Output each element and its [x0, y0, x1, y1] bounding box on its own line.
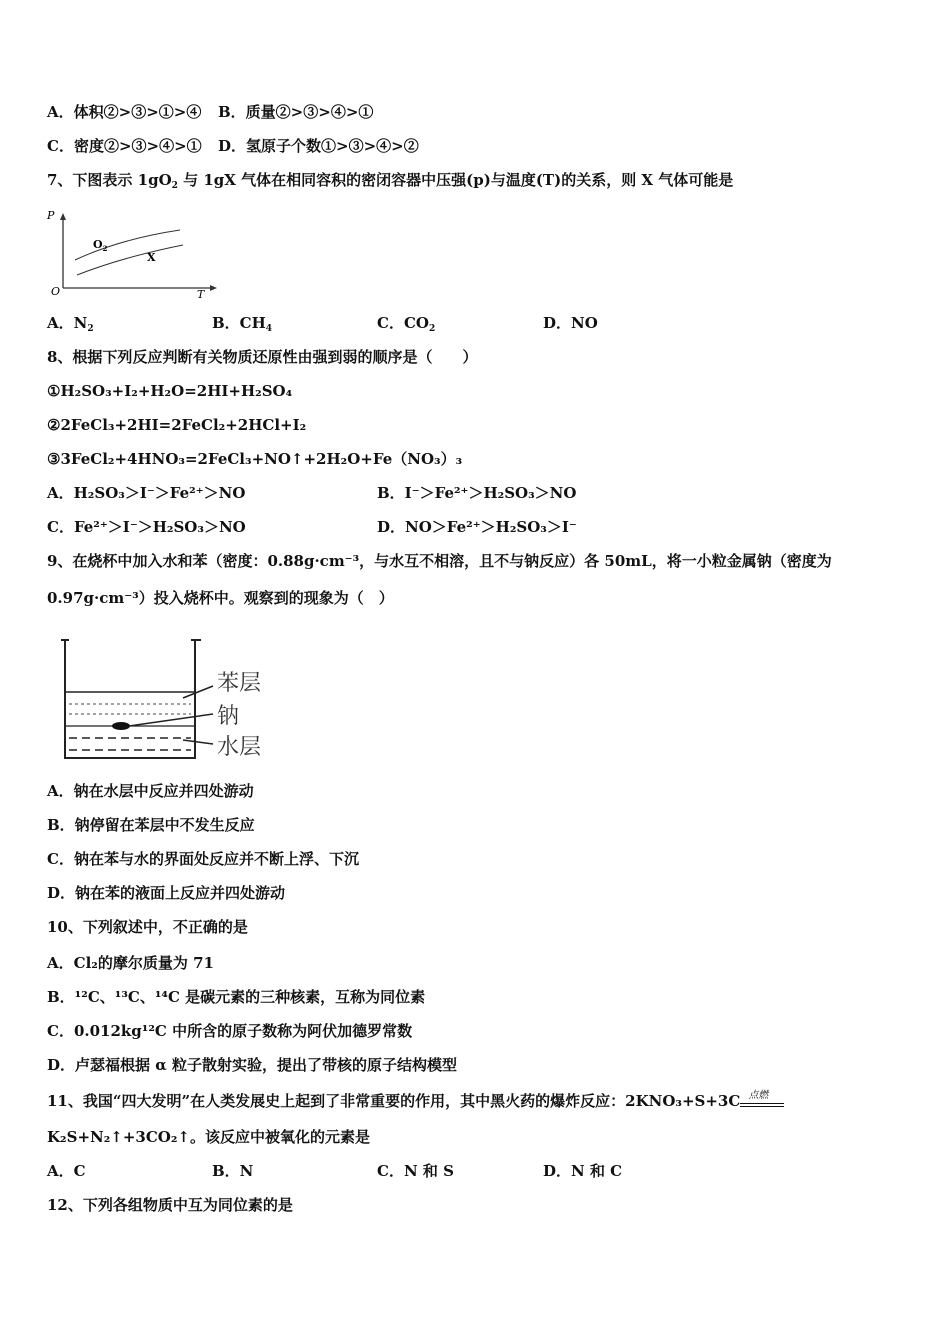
q9-option-b: B．钠停留在苯层中不发生反应 — [47, 816, 255, 834]
q9-stem-line-1: 9、在烧杯中加入水和苯（密度：0.88g·cm⁻³，与水互不相溶，且不与钠反应）各 50mL，将一小粒金属钠（密度为 — [47, 552, 832, 570]
x-axis-label: T — [197, 288, 205, 300]
q6-option-d: D．氢原子个数①>③>④>② — [218, 137, 419, 155]
benzene-layer-label: 苯层 — [217, 671, 262, 696]
t-axis-arrow — [210, 285, 217, 291]
o2-curve — [75, 230, 180, 260]
q8-equation-2: ②2FeCl₃+2HI=2FeCl₂+2HCl+I₂ — [47, 416, 307, 434]
beaker — [65, 640, 195, 758]
q10-option-a: A．Cl₂的摩尔质量为 71 — [47, 954, 214, 972]
q10-option-d: D．卢瑟福根据 α 粒子散射实验，提出了带核的原子结构模型 — [47, 1056, 457, 1074]
ignition-condition: 点燃 — [748, 1090, 769, 1101]
q8-stem: 8、根据下列反应判断有关物质还原性由强到弱的顺序是（ ） — [47, 348, 478, 366]
reaction-condition-arrow — [740, 1091, 784, 1111]
y-axis-label: P — [47, 209, 55, 222]
q9-option-c: C．钠在苯与水的界面处反应并不断上浮、下沉 — [47, 850, 359, 868]
q11-option-a: A．C — [47, 1162, 86, 1180]
q8-option-c: C．Fe²⁺＞I⁻＞H₂SO₃＞NO — [47, 518, 246, 536]
q10-option-c: C．0.012kg¹²C 中所含的原子数称为阿伏加德罗常数 — [47, 1022, 413, 1040]
q8-equation-1: ①H₂SO₃+I₂+H₂O=2HI+H₂SO₄ — [47, 382, 293, 400]
q7-option-a: A．$N_2$ — [47, 314, 94, 334]
x-curve-label: X — [147, 251, 156, 264]
o2-curve-label: $O_2$ — [93, 238, 108, 253]
p-axis-arrow — [60, 213, 66, 220]
q9-stem-line-2: 0.97g·cm⁻³）投入烧杯中。观察到的现象为（ ） — [47, 589, 394, 607]
q10-stem: 10、下列叙述中，不正确的是 — [47, 918, 248, 936]
sodium-piece — [112, 722, 130, 730]
q11-stem-line-1: 11、我国“四大发明”在人类发展史上起到了非常重要的作用，其中黑火药的爆炸反应：2KNO₃+S+3C 点燃 — [47, 1091, 784, 1111]
q8-option-b: B．I⁻＞Fe²⁺＞H₂SO₃＞NO — [377, 484, 577, 502]
q11-option-c: C．N 和 S — [377, 1162, 454, 1180]
q9-option-a: A．钠在水层中反应并四处游动 — [47, 782, 254, 800]
sodium-label: 钠 — [217, 704, 240, 729]
q8-option-d: D．NO＞Fe²⁺＞H₂SO₃＞I⁻ — [377, 518, 577, 536]
q7-option-c: C．$CO_2$ — [377, 314, 436, 334]
water-layer-label: 水层 — [217, 735, 262, 760]
q11-option-d: D．N 和 C — [543, 1162, 623, 1180]
q12-stem: 12、下列各组物质中互为同位素的是 — [47, 1196, 293, 1214]
q7-option-b: B．$CH_4$ — [212, 314, 273, 334]
q6-option-c: C．密度②>③>④>① — [47, 137, 202, 155]
q8-option-a: A．H₂SO₃＞I⁻＞Fe²⁺＞NO — [47, 484, 246, 502]
q11-stem-line-2: K₂S+N₂↑+3CO₂↑。该反应中被氧化的元素是 — [47, 1128, 371, 1146]
beaker-figure — [55, 630, 285, 765]
q11-option-b: B．N — [212, 1162, 254, 1180]
origin-label: O — [51, 285, 61, 298]
q6-option-b: B．质量②>③>④>① — [218, 103, 374, 121]
q7-option-d: D．NO — [543, 314, 598, 332]
pressure-temperature-graph — [45, 205, 220, 300]
q7-stem: 7、下图表示 $1gO_2$ 与 1gX 气体在相同容积的密闭容器中压强(p)与温度(T)的关系，则 X 气体可能是 — [47, 171, 734, 191]
q6-option-a: A．体积②>③>①>④ — [47, 103, 202, 121]
q8-equation-3: ③3FeCl₂+4HNO₃=2FeCl₃+NO↑+2H₂O+Fe（NO₃）₃ — [47, 450, 463, 468]
q9-option-d: D．钠在苯的液面上反应并四处游动 — [47, 884, 286, 902]
q10-option-b: B．¹²C、¹³C、¹⁴C 是碳元素的三种核素，互称为同位素 — [47, 988, 426, 1006]
